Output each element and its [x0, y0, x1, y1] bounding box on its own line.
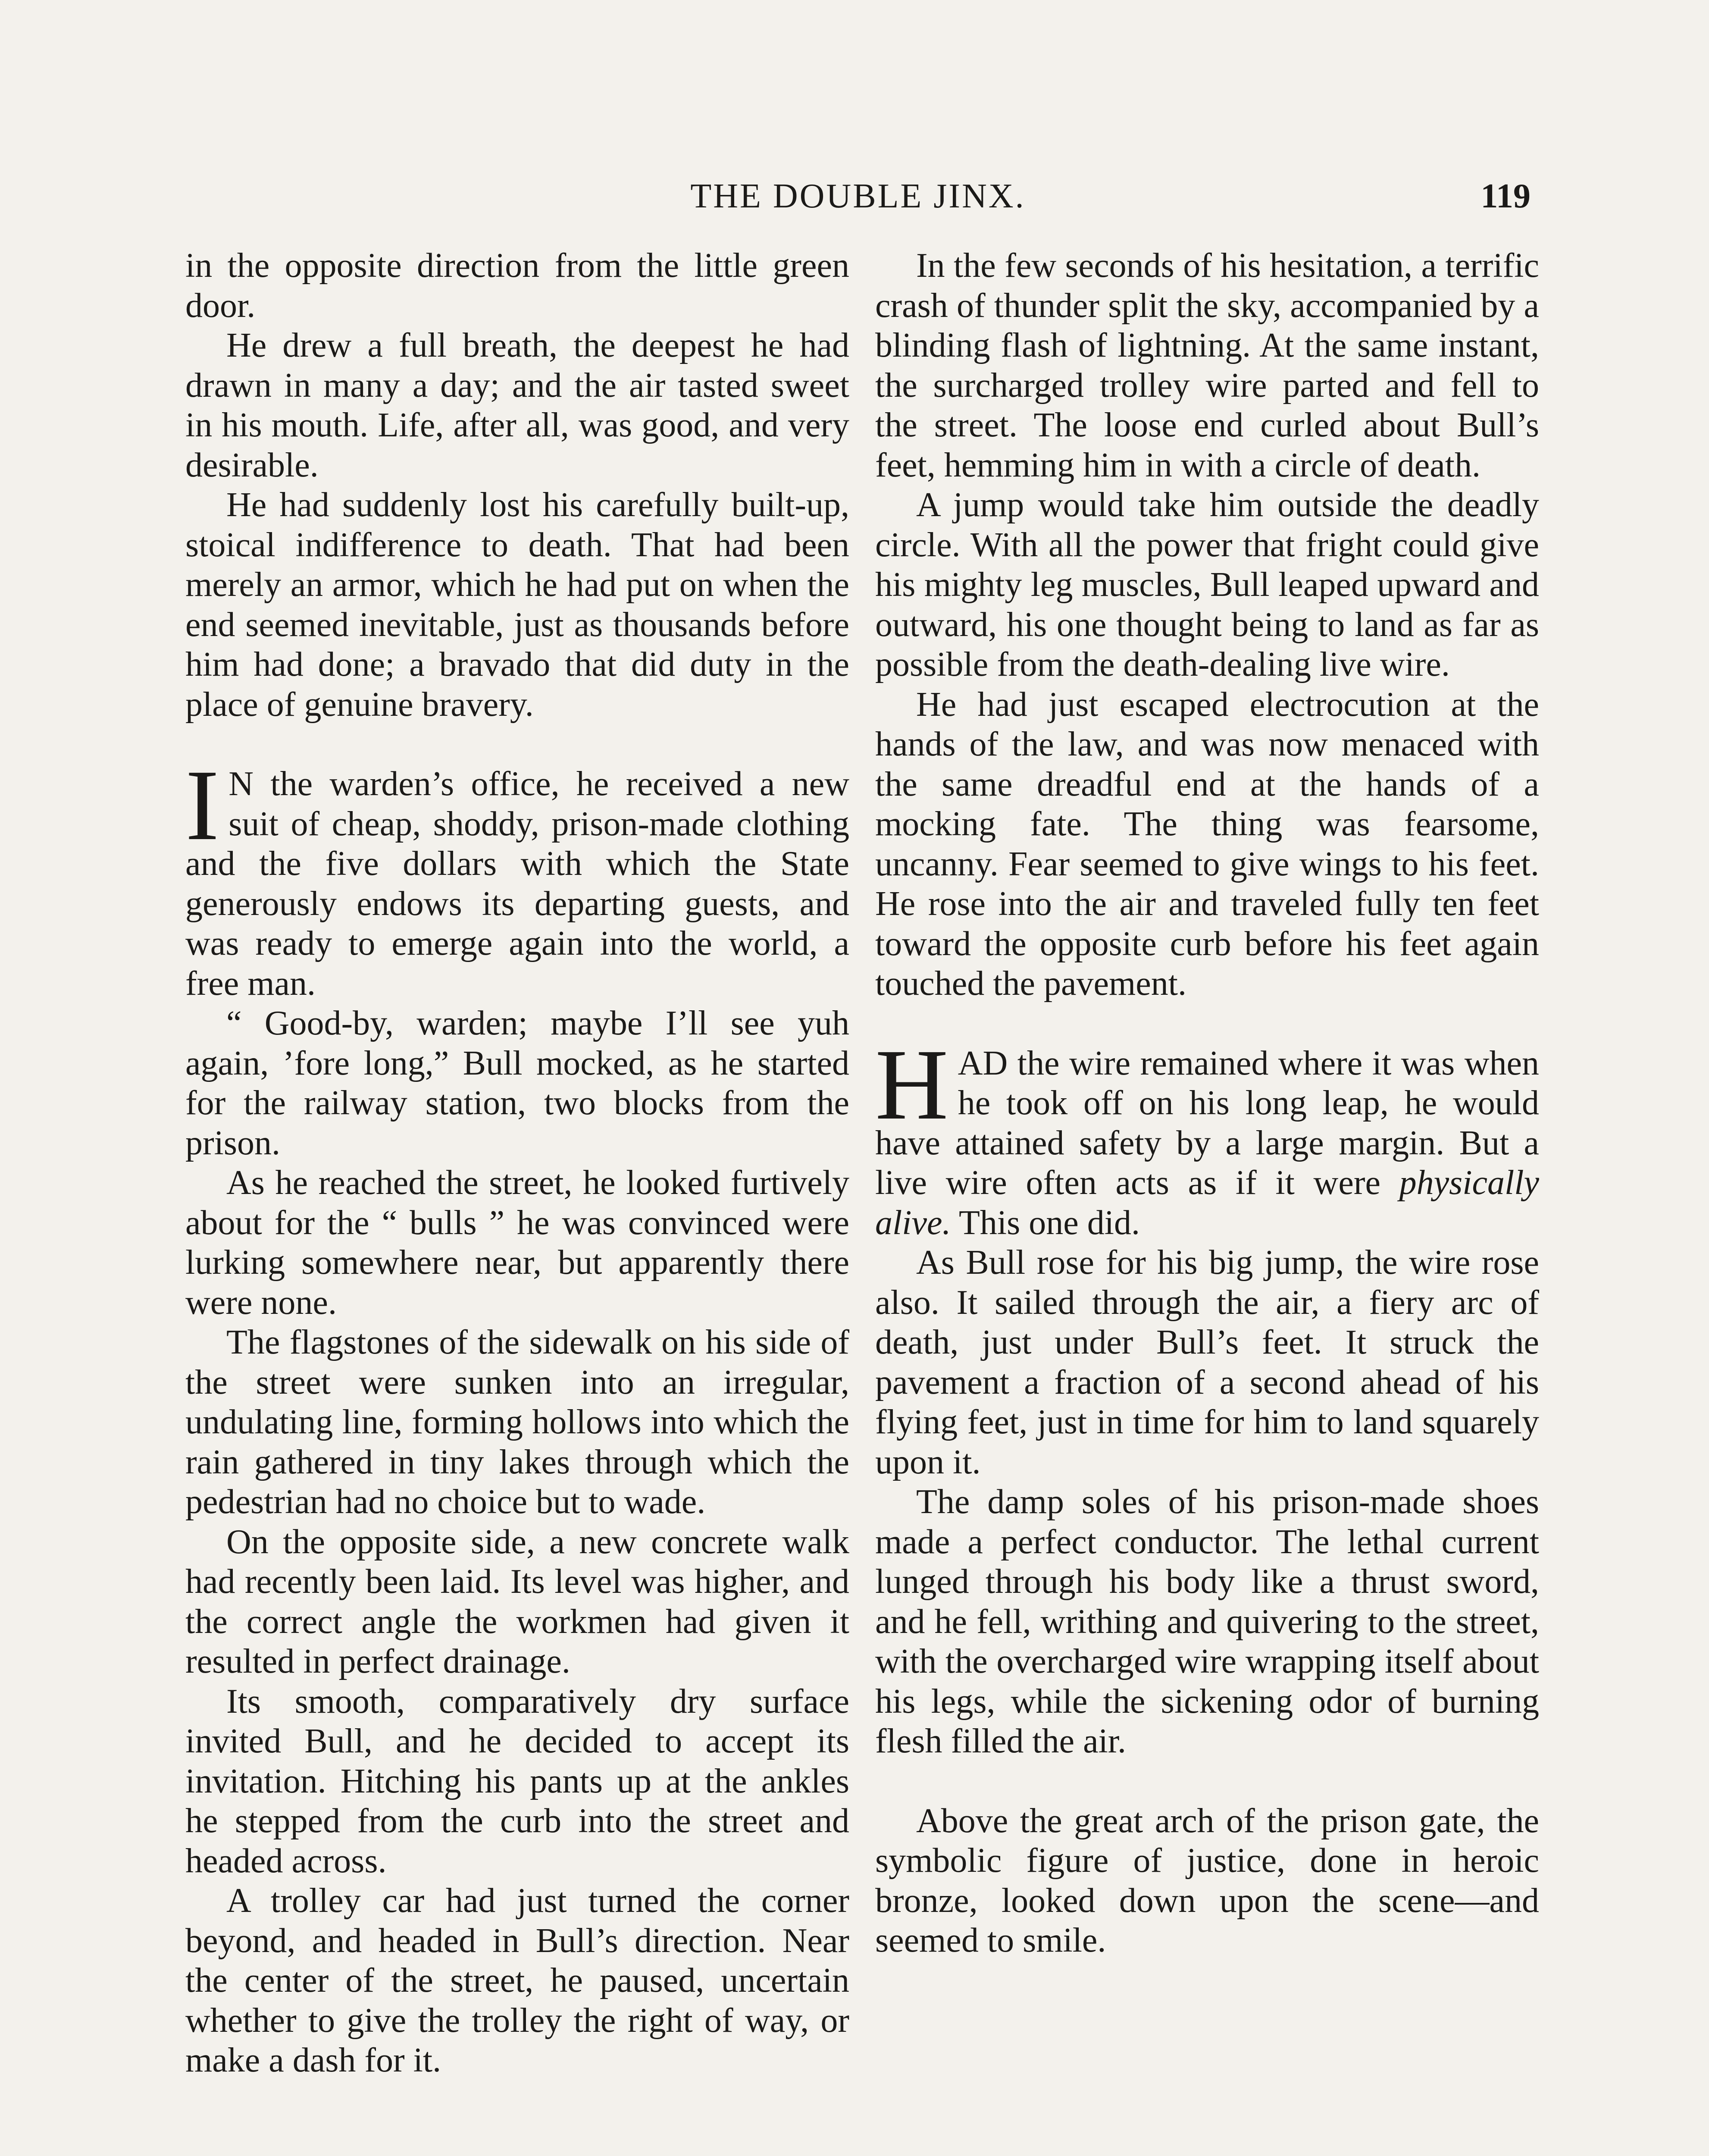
paragraph: “ Good-by, warden; maybe I’ll see yuh again, ’fore long,” Bull mocked, as he started for the railway station, two blocks from the prison.: [185, 1004, 849, 1162]
dropcap-paragraph-text-end: This one did.: [951, 1203, 1140, 1242]
running-title: THE DOUBLE JINX.: [690, 177, 1026, 215]
paragraph: He drew a full breath, the deepest he had drawn in many a day; and the air tasted sweet in his mouth. Life, after all, was good, and very desirable.: [185, 326, 849, 484]
paragraph: A trolley car had just turned the corner beyond, and headed in Bull’s direction. Near the center of the street, he paused, uncertain whether to give the trolley the right of way, or make a dash for it.: [185, 1882, 849, 2079]
dropcap-paragraph: [185, 749, 849, 1003]
paragraph: in the opposite direction from the little green door.: [185, 247, 849, 325]
paragraph: Above the great arch of the prison gate, the symbolic figure of justice, done in heroic bronze, looked down upon the scene—and seemed to smile.: [875, 1802, 1539, 1959]
paragraph: In the few seconds of his hesitation, a terrific crash of thunder split the sky, accompanied by a blinding flash of lightning. At the same instant, the surcharged trolley wire parted and fell to the street. The loose end curled about Bull’s feet, hemming him in with a circle of death.: [875, 247, 1539, 484]
page-header: [185, 170, 1531, 222]
dropcap-paragraph: [875, 1028, 1539, 1243]
dropcap-paragraph-text: N the warden’s office, he received a new suit of cheap, shoddy, prison-made clothing and the five dollars with which the State generously endows its departing guests, and was ready to emerge again into the world, a free man.: [185, 765, 849, 1003]
paragraph: As Bull rose for his big jump, the wire rose also. It sailed through the air, a fiery arc of death, just under Bull’s feet. It struck the pavement a fraction of a second ahead of his flying feet, just in time for him to land squarely upon it.: [875, 1244, 1539, 1481]
italic-emphasis: physically alive.: [875, 1164, 1539, 1242]
drop-cap: H: [875, 1028, 948, 1141]
section-break: [875, 1761, 1539, 1801]
drop-cap: I: [185, 749, 219, 861]
section-break: [875, 1004, 1539, 1044]
paragraph: The damp soles of his prison-made shoes made a perfect conductor. The lethal current lunged through his body like a thrust sword, and he fell, writhing and quivering to the street, with the overcharged wire wrapping itself about his legs, while the sickening odor of burning flesh filled the air.: [875, 1483, 1539, 1760]
right-column: [875, 246, 1539, 1961]
paragraph: He had just escaped electrocution at the hands of the law, and was now menaced with the same dreadful end at the hands of a mocking fate. The thing was fearsome, uncanny. Fear seemed to give wings to his feet. He rose into the air and traveled fully ten feet toward the opposite curb before his feet again touched the pavement.: [875, 685, 1539, 1003]
paragraph: The flagstones of the sidewalk on his side of the street were sunken into an irregular, undulating line, forming hollows into which the rain gathered in tiny lakes through which the pedestrian had no choice but to wade.: [185, 1323, 849, 1521]
paragraph: On the opposite side, a new concrete walk had recently been laid. Its level was higher, and the correct angle the workmen had given it resulted in perfect drainage.: [185, 1523, 849, 1680]
paragraph: As he reached the street, he looked furtively about for the “ bulls ” he was convinced were lurking somewhere near, but apparently there were none.: [185, 1164, 849, 1322]
page-number: 119: [1481, 177, 1531, 215]
paragraph: He had suddenly lost his carefully built-up, stoical indifference to death. That had been merely an armor, which he had put on when the end seemed inevitable, just as thousands before him had done; a bravado that did duty in the place of genuine bravery.: [185, 486, 849, 724]
paragraph: A jump would take him outside the deadly circle. With all the power that fright could give his mighty leg muscles, Bull leaped upward and outward, his one thought being to land as far as possible from the death-dealing live wire.: [875, 486, 1539, 683]
section-break: [185, 724, 849, 764]
dropcap-paragraph-text: AD the wire remained where it was when he took off on his long leap, he would have attained safety by a large margin. But a live wire often acts as if it were: [875, 1044, 1539, 1202]
paragraph: Its smooth, comparatively dry surface invited Bull, and he decided to accept its invitation. Hitching his pants up at the ankles he stepped from the curb into the street and headed across.: [185, 1682, 849, 1880]
left-column: [185, 246, 849, 2081]
